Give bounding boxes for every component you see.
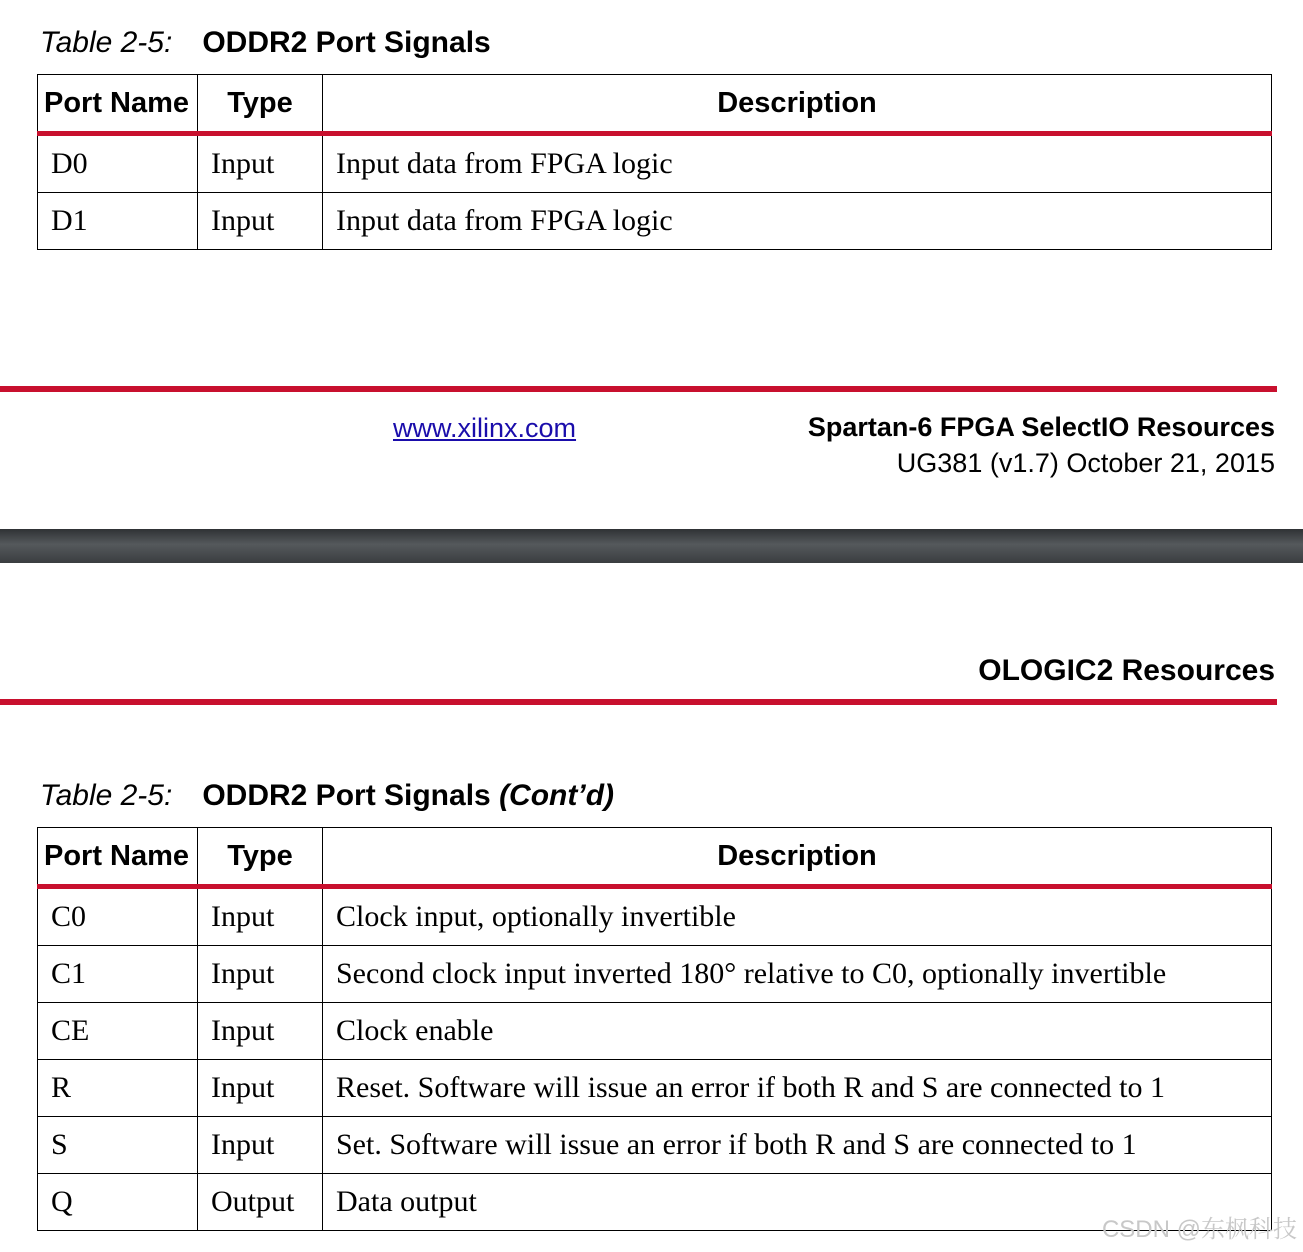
footer-doc-version: UG381 (v1.7) October 21, 2015 <box>896 448 1275 478</box>
table1-port-signals <box>37 74 1272 250</box>
xilinx-website-link[interactable]: www.xilinx.com <box>393 413 577 443</box>
page-separator <box>0 529 1303 563</box>
cell-port: D0 <box>38 134 198 193</box>
cell-type: Input <box>198 1060 323 1117</box>
cell-port: R <box>38 1060 198 1117</box>
header-type: Type <box>198 828 323 887</box>
cell-type: Output <box>198 1174 323 1231</box>
header-divider <box>0 699 1277 705</box>
table-row <box>38 1060 1272 1117</box>
cell-description: Clock input, optionally invertible <box>323 887 1272 946</box>
cell-type: Input <box>198 887 323 946</box>
cell-type: Input <box>198 134 323 193</box>
cell-port: CE <box>38 1003 198 1060</box>
header-description: Description <box>323 75 1272 134</box>
table-row <box>38 1117 1272 1174</box>
table-row <box>38 1174 1272 1231</box>
table-row <box>38 946 1272 1003</box>
cell-description: Input data from FPGA logic <box>323 134 1272 193</box>
header-type: Type <box>198 75 323 134</box>
cell-port: Q <box>38 1174 198 1231</box>
section-header: OLOGIC2 Resources <box>978 654 1275 687</box>
cell-description: Reset. Software will issue an error if both R and S are connected to 1 <box>323 1060 1272 1117</box>
cell-port: S <box>38 1117 198 1174</box>
cell-description: Second clock input inverted 180° relative to C0, optionally invertible <box>323 946 1272 1003</box>
table2-caption-title: ODDR2 Port Signals <box>202 779 491 812</box>
cell-description: Set. Software will issue an error if both R and S are connected to 1 <box>323 1117 1272 1174</box>
table1-caption <box>40 26 491 60</box>
cell-description: Input data from FPGA logic <box>323 193 1272 250</box>
csdn-watermark: CSDN @东枫科技 <box>1101 1216 1297 1243</box>
table1-caption-title: ODDR2 Port Signals <box>202 26 491 59</box>
cell-port: D1 <box>38 193 198 250</box>
cell-port: C1 <box>38 946 198 1003</box>
table-row <box>38 193 1272 250</box>
cell-description: Clock enable <box>323 1003 1272 1060</box>
footer-divider <box>0 386 1277 392</box>
cell-description: Data output <box>323 1174 1272 1231</box>
table2-caption-continued: (Cont’d) <box>499 779 615 812</box>
table-row <box>38 1003 1272 1060</box>
table2-caption <box>40 779 614 813</box>
table-row <box>38 887 1272 946</box>
table1-header-row <box>38 75 1272 134</box>
footer-doc-title: Spartan-6 FPGA SelectIO Resources <box>807 412 1275 442</box>
table-row <box>38 134 1272 193</box>
header-port-name: Port Name <box>38 75 198 134</box>
header-port-name: Port Name <box>38 828 198 887</box>
cell-type: Input <box>198 1117 323 1174</box>
table1-caption-number: Table 2-5: <box>40 26 173 59</box>
header-description: Description <box>323 828 1272 887</box>
cell-port: C0 <box>38 887 198 946</box>
cell-type: Input <box>198 193 323 250</box>
table2-caption-number: Table 2-5: <box>40 779 173 812</box>
table2-header-row <box>38 828 1272 887</box>
cell-type: Input <box>198 1003 323 1060</box>
table2-port-signals <box>37 827 1272 1231</box>
cell-type: Input <box>198 946 323 1003</box>
